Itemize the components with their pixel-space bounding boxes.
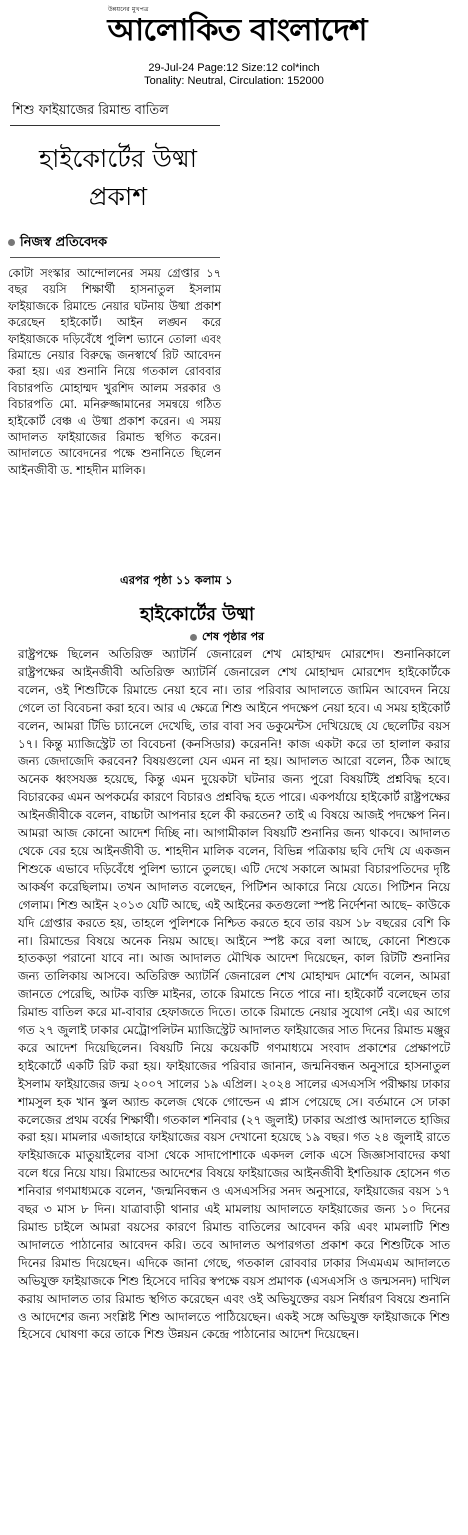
kicker-divider: [10, 125, 220, 126]
masthead: [0, 0, 468, 58]
continued-from-text: শেষ পৃষ্ঠার পর: [202, 630, 265, 643]
article-headline: হাইকোর্টের উষ্মা প্রকাশ: [39, 144, 197, 211]
continued-from-note: [190, 628, 264, 647]
byline-divider: [10, 257, 220, 258]
bullet-icon: [190, 634, 197, 641]
bullet-icon: [8, 239, 15, 246]
jump-headline: হাইকোর্টের উষ্মা: [140, 604, 255, 625]
newspaper-logo: আলোকিত বাংলাদেশ: [107, 13, 367, 48]
masthead-tagline: উন্নয়নের মুখপত্র: [108, 6, 149, 13]
continued-to-note: এরপর পৃষ্ঠা ১১ কলাম ১: [120, 573, 233, 587]
article-body-first-part: কোটা সংস্কার আন্দোলনের সময় গ্রেপ্তার ১৭ বছর বয়সি শিক্ষার্থী হাসনাতুল ইসলাম ফাইয়াজকে রিমান্ডে নেয়ার ঘটনায় উষ্মা প্রকাশ করেছেন হাইকোর্ট। আইন লঙ্ঘন করে ফাইয়াজকে দড়িবেঁধে পুলিশ ভ্যানে তোলা এবং রিমান্ডে নেয়ার বিরুদ্ধে জনস্বার্থে রিট আবেদন করা হয়। এর শুনানি নিয়ে গতকাল রোববার বিচারপতি মোহাম্মদ খুরশিদ আলম সরকার ও বিচারপতি মো. মনিরুজ্জামানের সমন্বয়ে গঠিত হাইকোর্ট বেঞ্চ এ উষ্মা প্রকাশ করেন। এ সময় আদালত ফাইয়াজের রিমান্ড স্থগিত করেন। আদালতে আবেদনের পক্ষে শুনানিতে ছিলেন আইনজীবী ড. শাহদীন মালিক।: [8, 266, 221, 477]
article-body-second-part: রাষ্ট্রপক্ষে ছিলেন অতিরিক্ত অ্যাটর্নি জেনারেল শেখ মোহাম্মদ মোরশেদ। শুনানিকালে রাষ্ট্রপক্ষের আইনজীবী অতিরিক্ত অ্যাটর্নি জেনারেল শেখ মোহাম্মদ মোরশেদ হাইকোর্টকে বলেন, ওই শিশুটিকে রিমান্ডে নেয়া হবে না। তার পরিবার আদালতে জামিন আবেদন নিয়ে গেলে তা বিবেচনা করা হবে। আর এ ক্ষেত্রে শিশু আইনে পদক্ষেপ নেয়া হবে। এ সময় হাইকোর্ট বলেন, আমরা টিভি চ্যানেলে দেখেছি, তার বাবা সব ডকুমেন্টস দেখিয়েছে যে ছেলেটির বয়স ১৭। কিন্তু ম্যাজিস্ট্রেট তা বিবেচনা (কনসিডার) করেননি! কাজ একটা করে তা হালাল করার জন্য জেদাজেদি করবেন? বিষয়গুলো যেন এমন না হয়। আদালত আরো বলেন, ঠিক আছে অনেক ধ্বংসযজ্ঞ হয়েছে, কিন্তু এমন দুয়েকটা ঘটনার জন্য পুরো বিষয়টিই প্রশ্নবিদ্ধ হবে। বিচারকের এমন অপকর্মের কারণে বিচারও প্রশ্নবিদ্ধ হতে পারে। একপর্যায়ে হাইকোর্ট রাষ্ট্রপক্ষের আইনজীবীকে বলেন, বাচ্চাটা আপনার হলে কী করতেন? তাই এ বিষয়ে আজই পদক্ষেপ নিন। আমরা আজ কোনো আদেশ দিচ্ছি না। আগামীকাল বিষয়টি শুনানির জন্য থাকবে। আদালত থেকে বের হয়ে আইনজীবী ড. শাহদীন মালিক বলেন, বিভিন্ন পত্রিকায় ছবি দেখি যে একজন শিশুকে এভাবে দড়িবেঁধে পুলিশ ভ্যানে তুলছে। এটি দেখে সকালে আমরা বিচারপতিদের দৃষ্টি আকর্ষণ করেছিলাম। তখন আদালত বলেছেন, পিটিশন আকারে নিয়ে যেতে। পিটিশন নিয়ে গেলাম। শিশু আইন ২০১৩ যেটি আছে, এই আইনের কতগুলো স্পষ্ট নির্দেশনা আছে– কাউকে যদি গ্রেপ্তার করতে হয়, তাহলে পুলিশকে নিশ্চিত করতে হবে তার বয়স ১৮ বছরের বেশি কি না। রিমান্ডের বিষয়ে অনেক নিয়ম আছে। আইনে স্পষ্ট করে বলা আছে, কোনো শিশুকে হাতকড়া পরানো যাবে না। আজ আদালত মৌখিক আদেশ দিয়েছেন, কাল রিটটি শুনানির জন্য তালিকায় আসবে। অতিরিক্ত অ্যাটর্নি জেনারেল শেখ মোহাম্মদ মোর্শেদ বলেন, আমরা জানতে পেরেছি, আটক ব্যক্তি মাইনর, তাকে রিমান্ডে নিতে পারে না। হাইকোর্ট বলেছেন তার রিমান্ড বাতিল করে মা-বাবার হেফাজতে দিতে। তাকে রিমান্ডে নেয়ার সুযোগ নেই। এর আগে গত ২৭ জুলাই ঢাকার মেট্রোপলিটন ম্যাজিস্ট্রেট আদালত ফাইয়াজের সাত দিনের রিমান্ড মঞ্জুর করে আদেশ দিয়েছিলেন। বিষয়টি নিয়ে কয়েকটি গণমাধ্যমে সংবাদ প্রকাশের প্রেক্ষাপটে হাইকোর্টে একটি রিট করা হয়। ফাইয়াজের পরিবার জানান, জন্মনিবন্ধন অনুসারে হাসনাতুল ইসলাম ফাইয়াজের জন্ম ২০০৭ সালের ১৯ এপ্রিল। ২০২৪ সালের এসএসসি পরীক্ষায় ঢাকার শামসুল হক খান স্কুল অ্যান্ড কলেজ থেকে গোল্ডেন এ প্লাস পেয়েছে সে। বর্তমানে সে ঢাকা কলেজের প্রথম বর্ষের শিক্ষার্থী। গতকাল শনিবার (২৭ জুলাই) ঢাকার অপ্রাপ্ত আদালতে হাজির করা হয়। মামলার এজাহারে ফাইয়াজের বয়স দেখানো হয়েছে ১৯ বছর। গত ২৪ জুলাই রাতে ফাইয়াজকে মাতুয়াইলের বাসা থেকে সাদাপোশাকে একদল লোক এসে জিজ্ঞাসাবাদের কথা বলে ধরে নিয়ে যায়। রিমান্ডের আদেশের বিষয়ে ফাইয়াজের আইনজীবী ইশতিয়াক হোসেন গত শনিবার গণমাধ্যমকে বলেন, 'জন্মনিবন্ধন ও এসএসসির সনদ অনুসারে, ফাইয়াজের বয়স ১৭ বছর ৩ মাস ৮ দিন। যাত্রাবাড়ী থানার এই মামলায় আদালতে ফাইয়াজের জন্য ১০ দিনের রিমান্ড চাইলে আমরা বয়সের কারণে রিমান্ড বাতিলের আবেদন করি এবং মামলাটি শিশু আদালতে পাঠানোর আবেদন করি। তবে আদালত অপারগতা প্রকাশ করে শিশুটিকে সাত দিনের রিমান্ড দিয়েছেন। এদিকে জানা গেছে, গতকাল রোববার ঢাকার সিএমএম আদালতে অভিযুক্ত ফাইয়াজকে শিশু হিসেবে দাবির স্বপক্ষে বয়স প্রমাণক (এসএসসি ও জন্মসনদ) দাখিল করায় আদালত তার রিমান্ড স্থগিত করেছেন এবং ওই অভিযুক্তের বয়স নির্ধারণ বিষয়ে শুনানি ও আদেশের জন্য সংশ্লিষ্ট শিশু আদালতে পাঠিয়েছেন। একই সঙ্গে অভিযুক্ত ফাইয়াজকে শিশু হিসেবে ঘোষণা করে তাকে শিশু উন্নয়ন কেন্দ্রে পাঠানোর আদেশ দিয়েছেন।: [18, 647, 450, 1342]
article-byline: [8, 233, 107, 254]
clipping-meta-date-size: 29-Jul-24 Page:12 Size:12 col*inch: [148, 62, 320, 74]
byline-text: নিজস্ব প্রতিবেদক: [20, 235, 108, 250]
article-kicker: শিশু ফাইয়াজের রিমান্ড বাতিল: [12, 103, 169, 118]
clipping-meta-tonality: Tonality: Neutral, Circulation: 152000: [144, 75, 324, 87]
